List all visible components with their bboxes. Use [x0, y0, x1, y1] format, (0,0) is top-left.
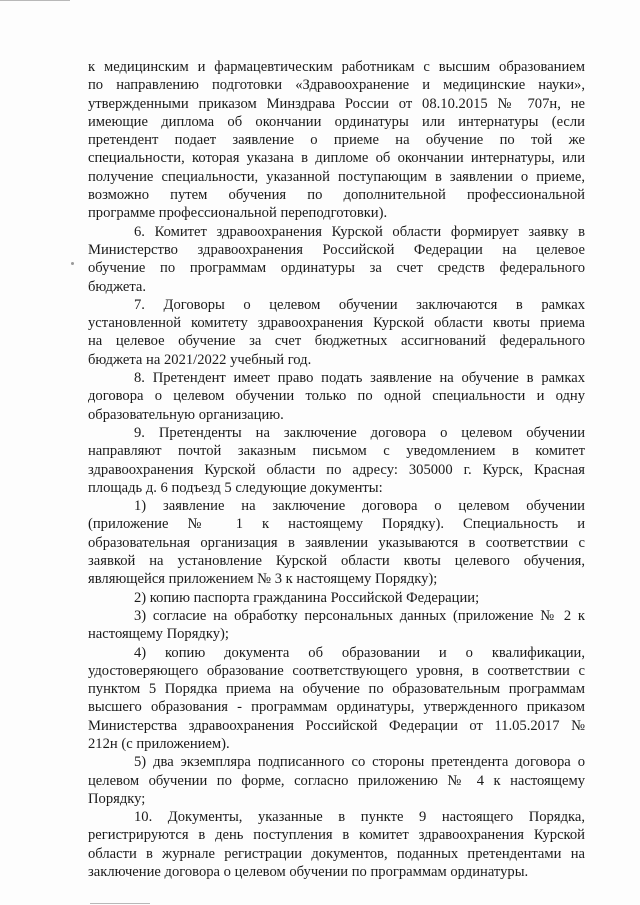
- text-line: договора о целевом обучении только по одной специальности и одну: [88, 388, 585, 405]
- text-line: специальности, которая указана в дипломе об окончании интернатуры, или: [88, 150, 585, 167]
- text-line: направляют почтой заказным письмом с уведомлением в комитет: [88, 443, 585, 460]
- text-line: программе профессиональной переподготовки).: [88, 205, 388, 222]
- text-line: утвержденными приказом Минздрава России от 08.10.2015 № 707н, не: [88, 95, 585, 112]
- paragraph-9: [88, 424, 585, 497]
- text-line: образовательную организацию.: [88, 406, 284, 423]
- text-line: установленной комитету здравоохранения Курской области квоты приема: [88, 315, 585, 332]
- text-line: удостоверяющего образование соответствующего уровня, в соответствии с: [88, 662, 585, 679]
- text-line: пунктом 5 Порядка приема на обучение по образовательным программам: [88, 681, 585, 698]
- paragraph-continuation: [88, 58, 585, 223]
- text-line: регистрируются в день поступления в комитет здравоохранения Курской: [88, 827, 585, 844]
- text-line: образовательная организация в заявлении указываются в соответствии с: [88, 534, 585, 551]
- text-line: высшего образования - программам ординатуры, утвержденного приказом: [88, 699, 585, 716]
- text-line: к медицинским и фармацевтическим работникам с высшим образованием: [88, 59, 585, 75]
- scan-artifact-top: [0, 0, 70, 1]
- text-line: 9. Претенденты на заключение договора о целевом обучении: [134, 424, 585, 441]
- subitem-1: [88, 497, 585, 588]
- text-line: 3) согласие на обработку персональных данных (приложение № 2 к: [134, 607, 585, 624]
- subitem-3: [88, 607, 585, 644]
- scan-artifact-bottom: [90, 903, 150, 904]
- document-body: [88, 58, 585, 881]
- text-line: имеющие диплома об окончании ординатуры или интернатуры (если: [88, 113, 585, 130]
- paragraph-7: [88, 296, 585, 369]
- text-line: по направлению подготовки «Здравоохранение и медицинские науки»,: [88, 77, 585, 94]
- text-line: области в журнале регистрации документов, поданных претендентами на: [88, 845, 585, 862]
- text-line: 212н (с приложением).: [88, 735, 230, 752]
- text-line: здравоохранения Курской области по адресу: 305000 г. Курск, Красная: [88, 461, 585, 478]
- paragraph-10: [88, 808, 585, 881]
- scan-artifact-dot: [71, 262, 74, 265]
- text-line: обучение по программам ординатуры за счет средств федерального: [88, 260, 585, 277]
- text-line: являющейся приложением № 3 к настоящему Порядку);: [88, 571, 438, 588]
- text-line: 1) заявление на заключение договора о целевом обучении: [134, 498, 585, 515]
- subitem-4: [88, 644, 585, 754]
- text-line: получение специальности, указанной поступающим в заявлении о приеме,: [88, 168, 585, 185]
- text-line: Министерства здравоохранения Российской Федерации от 11.05.2017 №: [88, 717, 585, 734]
- text-line: 10. Документы, указанные в пункте 9 настоящего Порядка,: [134, 809, 585, 826]
- paragraph-8: [88, 369, 585, 424]
- text-line: 7. Договоры о целевом обучении заключаются в рамках: [134, 296, 585, 313]
- text-line: бюджета.: [88, 278, 147, 295]
- text-line: возможно путем обучения по дополнительной профессиональной: [88, 187, 585, 204]
- text-line: бюджета на 2021/2022 учебный год.: [88, 351, 312, 368]
- text-line: на целевое обучение за счет бюджетных ассигнований федерального: [88, 333, 585, 350]
- text-line: заключение договора о целевом обучении по программам ординатуры.: [88, 864, 529, 881]
- text-line: 5) два экземпляра подписанного со стороны претендента договора о: [134, 754, 585, 771]
- text-line: 2) копию паспорта гражданина Российской Федерации;: [134, 589, 480, 606]
- text-line: Министерство здравоохранения Российской Федерации на целевое: [88, 241, 585, 258]
- text-line: (приложение № 1 к настоящему Порядку). Специальность и: [88, 516, 585, 533]
- text-line: Порядку;: [88, 790, 146, 807]
- text-line: 4) копию документа об образовании и о квалификации,: [134, 644, 585, 661]
- text-line: претендент подает заявление о приеме на обучение по той же: [88, 132, 585, 149]
- text-line: 8. Претендент имеет право подать заявление на обучение в рамках: [134, 370, 585, 387]
- text-line: площадь д. 6 подъезд 5 следующие документы:: [88, 479, 383, 496]
- text-line: заявкой на установление Курской области квоты целевого обучения,: [88, 553, 585, 570]
- text-line: 6. Комитет здравоохранения Курской области формирует заявку в: [134, 223, 585, 240]
- text-line: целевом обучении по форме, согласно приложению № 4 к настоящему: [88, 772, 585, 789]
- subitem-5: [88, 753, 585, 808]
- text-line: настоящему Порядку);: [88, 626, 229, 643]
- paragraph-6: [88, 223, 585, 296]
- subitem-2: [88, 589, 585, 607]
